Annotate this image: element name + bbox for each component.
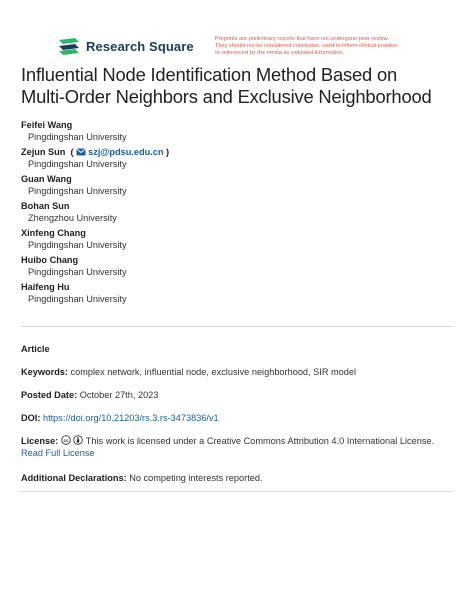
logo-text: Research Square (86, 38, 194, 54)
keywords-row (21, 366, 453, 378)
disclaimer-line: They should not be considered conclusive, used to inform clinical practice, (215, 43, 399, 49)
author-name: Guan Wang (21, 174, 72, 184)
author-item (21, 255, 441, 278)
close-paren: ) (166, 147, 170, 157)
keywords-label: Keywords: (21, 367, 68, 377)
title-line-2: Multi-Order Neighbors and Exclusive Neighborhood (21, 86, 432, 107)
title-line-1: Influential Node Identification Method Based on (21, 64, 398, 85)
author-item (21, 147, 441, 170)
license-text: This work is licensed under a Creative Commons Attribution 4.0 International License. (85, 436, 435, 446)
research-square-logo[interactable] (58, 37, 194, 55)
preprint-disclaimer (215, 36, 455, 57)
creative-commons-icon (61, 435, 71, 445)
author-name: Feifei Wang (21, 120, 73, 130)
author-affiliation: Pingdingshan University (28, 240, 127, 250)
svg-text:cc: cc (63, 437, 69, 443)
author-item (21, 174, 441, 197)
keywords-value: complex network, influential node, exclusive neighborhood, SIR model (70, 367, 357, 377)
envelope-icon (76, 148, 86, 156)
header (0, 0, 474, 62)
research-square-logo-icon (58, 37, 80, 55)
declarations-label: Additional Declarations: (21, 473, 127, 483)
attribution-icon (73, 435, 83, 445)
author-name: Bohan Sun (21, 201, 70, 211)
author-name-row (21, 147, 441, 158)
divider (21, 491, 453, 492)
author-affiliation: Pingdingshan University (28, 294, 127, 304)
divider (21, 326, 453, 327)
author-affiliation: Pingdingshan University (28, 159, 127, 169)
author-item (21, 282, 441, 305)
declarations-row (21, 472, 453, 484)
posted-date-value: October 27th, 2023 (79, 390, 159, 400)
article-type-label: Article (21, 344, 50, 354)
author-affiliation: Zhengzhou University (28, 213, 117, 223)
author-affiliation: Pingdingshan University (28, 132, 127, 142)
author-affiliation: Pingdingshan University (28, 186, 127, 196)
author-email: szj@pdsu.edu.cn (88, 147, 164, 157)
author-name: Huibo Chang (21, 255, 79, 265)
read-full-license-link[interactable]: Read Full License (21, 448, 95, 458)
posted-date-row (21, 389, 453, 401)
open-paren: ( (67, 147, 74, 157)
disclaimer-line: or referenced by the media as validated information. (215, 50, 345, 56)
doi-row (21, 412, 453, 424)
author-affiliation: Pingdingshan University (28, 267, 127, 277)
paper-title (21, 64, 461, 108)
author-name: Zejun Sun (21, 147, 66, 157)
author-item (21, 201, 441, 224)
author-list (21, 120, 441, 309)
article-type (21, 343, 453, 355)
license-row (21, 435, 453, 459)
doi-link[interactable]: https://doi.org/10.21203/rs.3.rs-3473836/v1 (42, 413, 219, 423)
license-label: License: (21, 436, 59, 446)
author-item (21, 228, 441, 251)
author-email-link[interactable] (76, 147, 166, 157)
author-name: Haifeng Hu (21, 282, 70, 292)
declarations-value: No competing interests reported. (129, 473, 263, 483)
author-item (21, 120, 441, 143)
author-name: Xinfeng Chang (21, 228, 86, 238)
posted-date-label: Posted Date: (21, 390, 78, 400)
disclaimer-line: Preprints are preliminary reports that have not undergone peer review. (215, 36, 389, 42)
doi-label: DOI: (21, 413, 41, 423)
